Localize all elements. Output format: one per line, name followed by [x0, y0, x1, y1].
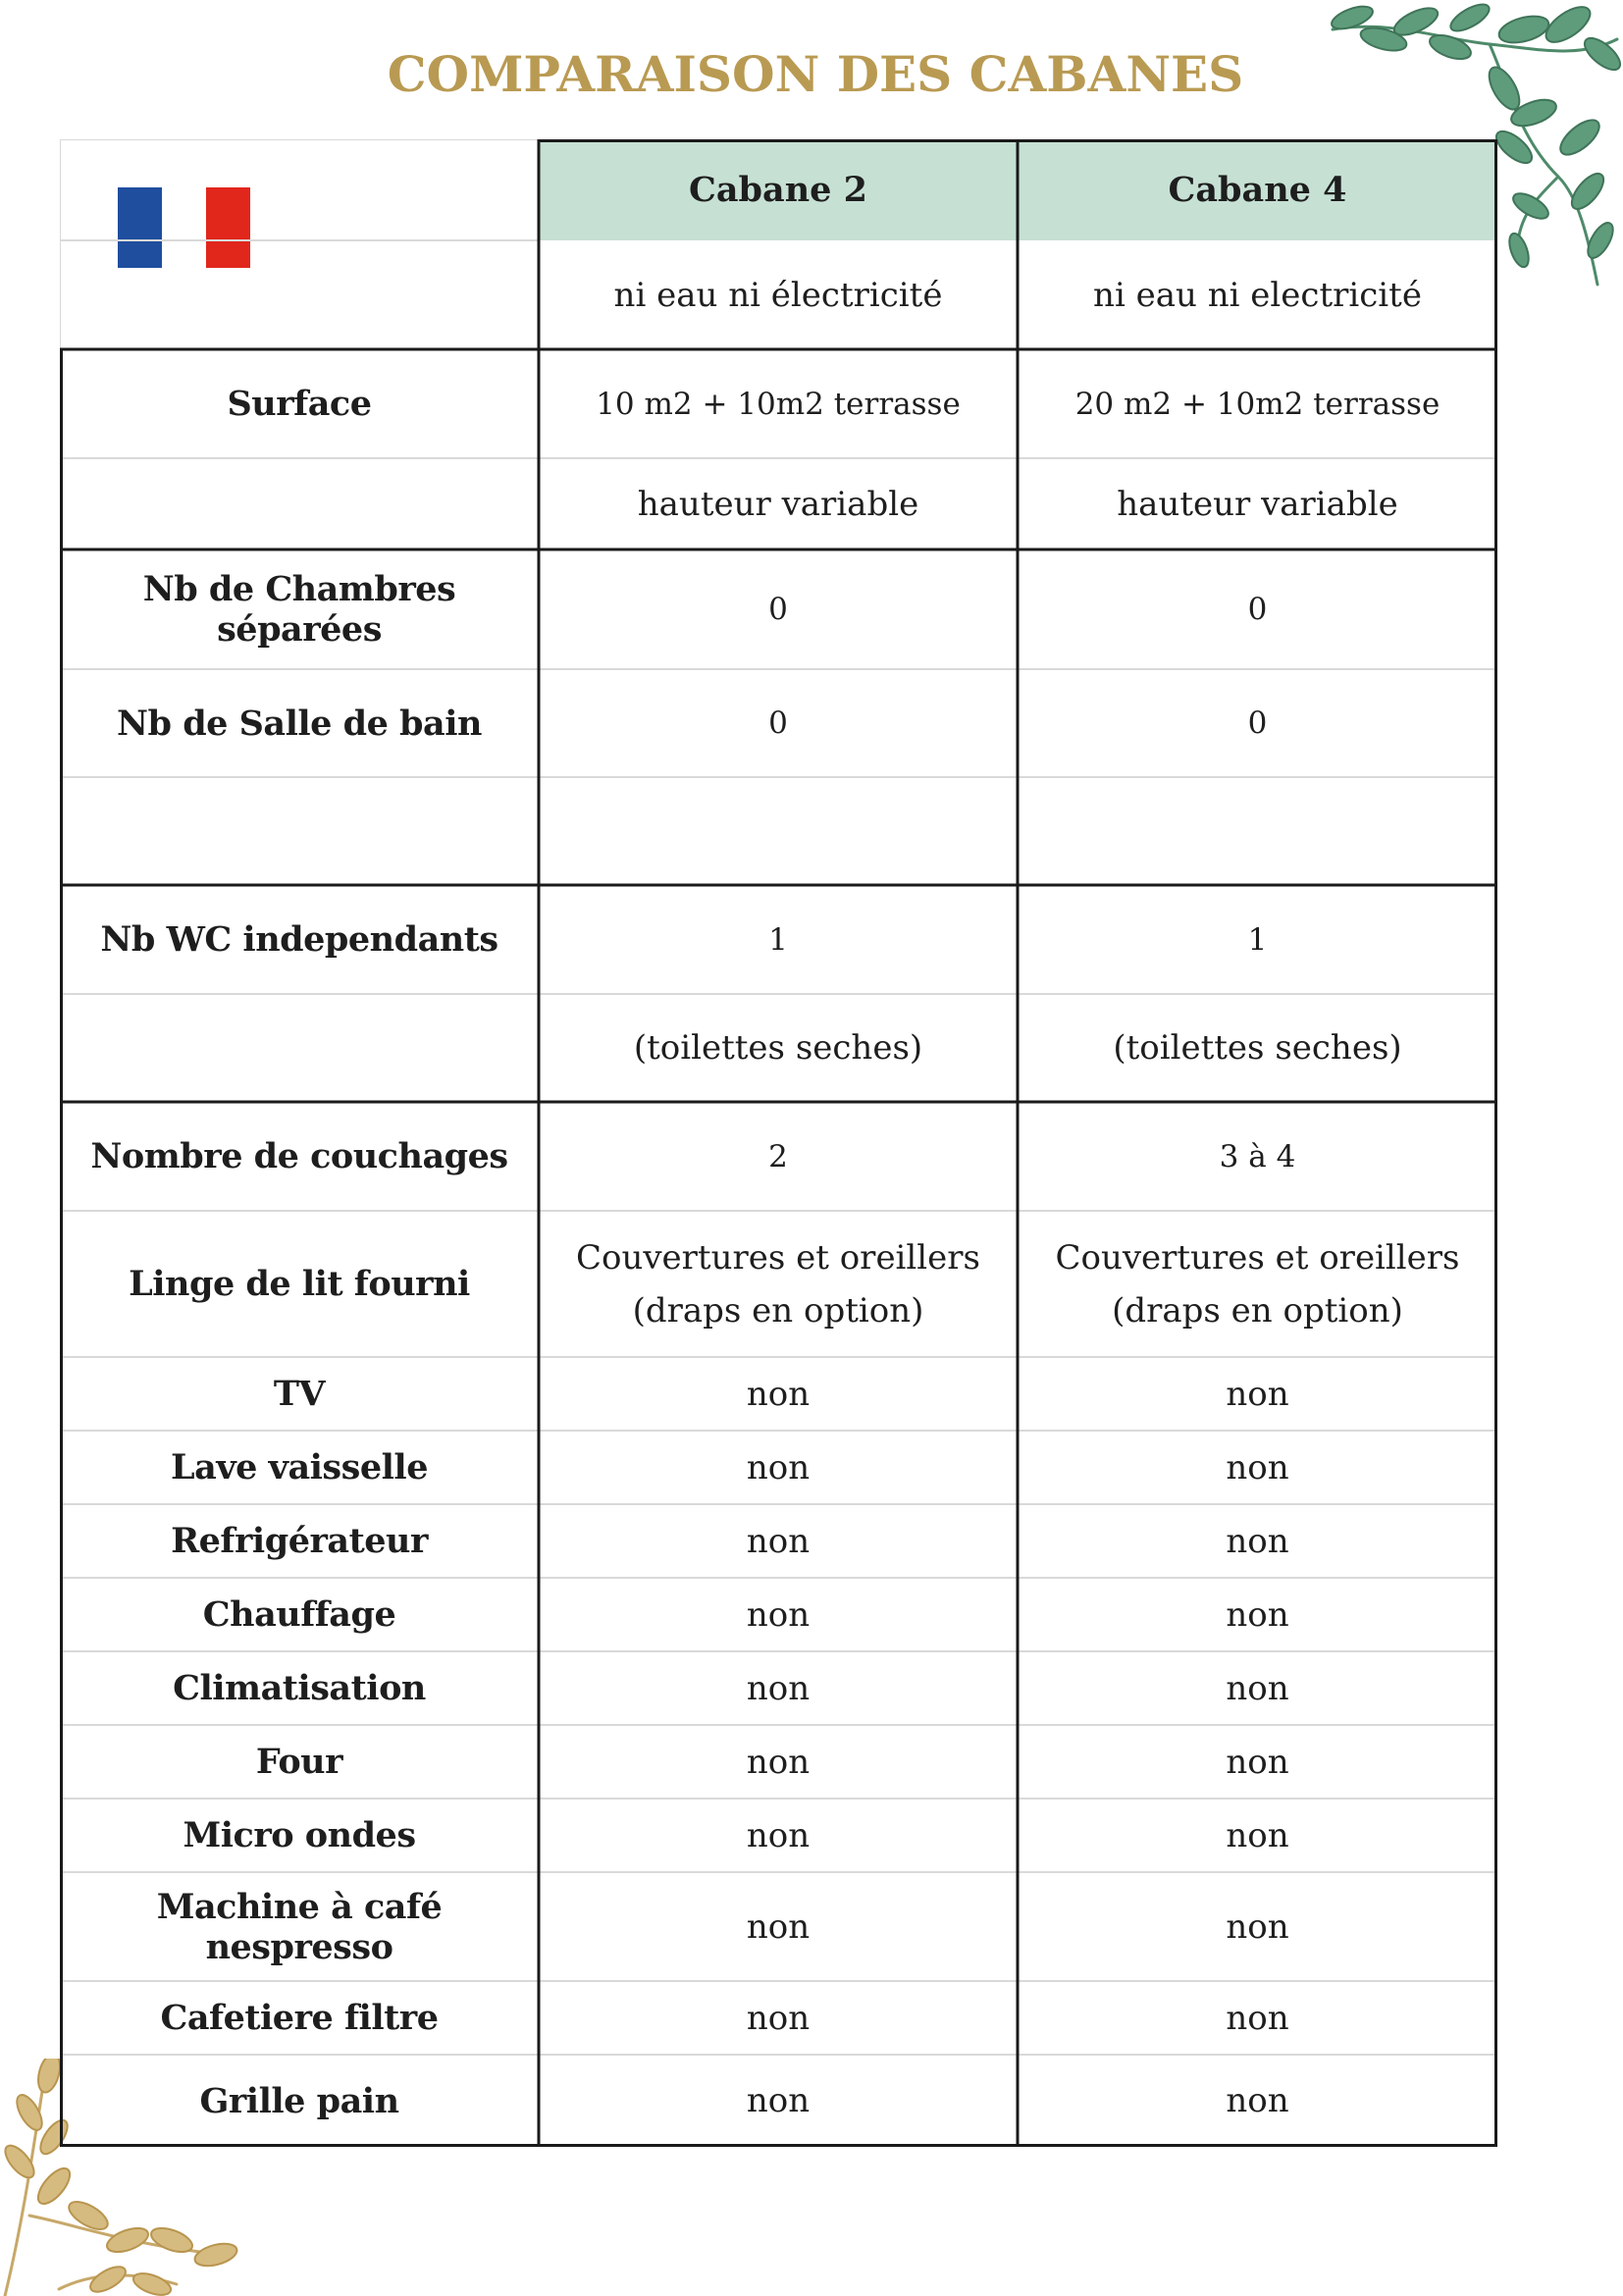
row-value-cabane-4: non [1226, 1998, 1289, 2038]
row-value-cabane-4: non [1226, 1815, 1289, 1855]
row-value-cabane-4: 3 à 4 [1219, 1138, 1296, 1174]
row-value-cabane-4: non [1226, 1447, 1289, 1487]
column-header-cabane-4: Cabane 4 [1018, 139, 1497, 240]
row-label: Surface [227, 384, 372, 424]
column-subtitle-cabane-2: ni eau ni électricité [613, 275, 943, 315]
row-value-cabane-2: Couvertures et oreillers (draps en option) [575, 1237, 981, 1331]
row-value-cabane-4: non [1226, 1594, 1289, 1635]
row-label: Micro ondes [183, 1815, 416, 1855]
row-value-cabane-2: 2 [768, 1138, 788, 1174]
row-value-cabane-2: 1 [768, 921, 788, 958]
row-value-cabane-4: 0 [1247, 705, 1268, 741]
row-value-cabane-2: non [746, 1521, 811, 1561]
row-value-cabane-4: 1 [1247, 921, 1268, 958]
row-label: Nb de Salle de bain [117, 703, 482, 744]
row-label: Refrigérateur [171, 1521, 428, 1561]
row-value-cabane-4: non [1226, 1374, 1289, 1414]
comparison-table [60, 139, 1497, 2147]
row-value-cabane-4: non [1226, 2081, 1289, 2120]
row-value-cabane-2: non [746, 1668, 811, 1708]
table-grid [60, 139, 1497, 2147]
row-value-cabane-2: 10 m2 + 10m2 terrasse [596, 386, 961, 422]
row-value-cabane-2: 0 [768, 705, 788, 741]
row-value-cabane-4: Couvertures et oreillers (draps en option) [1055, 1237, 1460, 1331]
row-value-cabane-2: non [746, 2081, 811, 2120]
row-value-cabane-4: non [1226, 1742, 1289, 1782]
row-label: Nombre de couchages [90, 1136, 508, 1176]
row-value-cabane-4: hauteur variable [1117, 484, 1398, 524]
row-label: Four [255, 1742, 343, 1782]
row-label: Machine à café nespresso [156, 1886, 443, 1967]
column-header-cabane-2: Cabane 2 [539, 139, 1018, 240]
row-label: Nb WC independants [100, 919, 498, 960]
row-label: Grille pain [199, 2080, 399, 2121]
row-label: Linge de lit fourni [129, 1264, 470, 1304]
row-value-cabane-4: non [1226, 1521, 1289, 1561]
row-value-cabane-2: non [746, 1906, 811, 1947]
row-value-cabane-2: non [746, 1815, 811, 1855]
row-label: Climatisation [173, 1668, 426, 1708]
row-label: Nb de Chambres séparées [142, 569, 456, 650]
row-label: Lave vaisselle [171, 1447, 428, 1487]
row-value-cabane-2: (toilettes seches) [633, 1028, 923, 1068]
column-subtitle-cabane-4: ni eau ni electricité [1093, 275, 1422, 315]
row-value-cabane-2: non [746, 1998, 811, 2038]
row-value-cabane-2: non [746, 1447, 811, 1487]
row-value-cabane-2: hauteur variable [637, 484, 919, 524]
row-value-cabane-4: non [1226, 1668, 1289, 1708]
row-label: Cafetiere filtre [160, 1998, 439, 2038]
row-label: Chauffage [202, 1594, 396, 1635]
row-label: TV [273, 1374, 326, 1414]
row-value-cabane-2: non [746, 1374, 811, 1414]
page-title: COMPARAISON DES CABANES [387, 45, 1244, 103]
row-value-cabane-4: 20 m2 + 10m2 terrasse [1074, 386, 1440, 422]
row-value-cabane-4: non [1226, 1906, 1289, 1947]
row-value-cabane-4: 0 [1247, 592, 1268, 627]
row-value-cabane-2: 0 [768, 592, 788, 627]
row-value-cabane-2: non [746, 1742, 811, 1782]
row-value-cabane-2: non [746, 1594, 811, 1635]
row-value-cabane-4: (toilettes seches) [1113, 1028, 1402, 1068]
